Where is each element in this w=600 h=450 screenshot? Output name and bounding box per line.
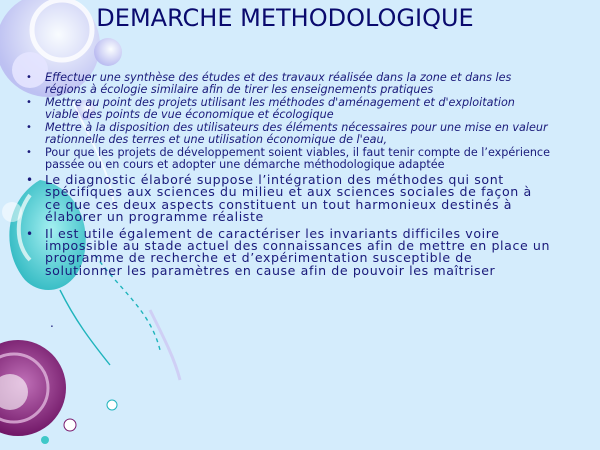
- bullet-item: [22, 225, 552, 278]
- bullet-dot: •: [26, 72, 32, 83]
- balloon-dot-3: [41, 436, 49, 444]
- bullet-item: [22, 147, 552, 170]
- bullet-text: Le diagnostic élaboré suppose l’intégration des méthodes qui sont spécifiques aux sciences du milieu et aux sciences sociales de façon à ce que ces deux aspects constituent un tout harmonieux destinés à élaborer un programme réaliste: [45, 172, 532, 225]
- bullet-dot: •: [26, 226, 34, 241]
- bullet-dot: •: [26, 97, 32, 108]
- bullet-text: Il est utile également de caractériser les invariants difficiles voire impossible au stade actuel des connaissances afin de mettre en place un programme de recherche et d’expérimentation susceptible de solutionner les paramètres en cause afin de pouvoir les maîtriser: [45, 225, 551, 278]
- bullet-text: Mettre à la disposition des utilisateurs des éléments nécessaires pour une mise en valeur rationnelle des terres et une utilisation économique de l'eau,: [45, 121, 548, 146]
- bullet-text: Effectuer une synthèse des études et des travaux réalisée dans la zone et dans les régions à écologie similaire afin de tirer les enseignements pratiques: [45, 71, 512, 96]
- bullet-item: [22, 122, 552, 145]
- balloon-dot-1: [64, 419, 76, 431]
- bullet-text: Mettre au point des projets utilisant les méthodes d'aménagement et d'exploitation viable des points de vue économique et écologique: [45, 96, 515, 121]
- trailing-mark: .: [50, 316, 54, 330]
- balloon-dot-2: [107, 400, 117, 410]
- bullet-text: Pour que les projets de développement soient viables, il faut tenir compte de l’expérience passée ou en cours et adopter une démarche méthodologique adaptée: [45, 146, 550, 171]
- bullet-item: [22, 72, 552, 95]
- bullet-item: [22, 97, 552, 120]
- bullet-dot: •: [26, 122, 32, 133]
- bullet-dot: •: [26, 173, 34, 187]
- balloon-purple: [0, 340, 66, 436]
- slide-title: DEMARCHE METHODOLOGIQUE: [96, 4, 474, 32]
- bullet-list: [22, 72, 552, 277]
- bullet-dot: •: [26, 147, 32, 158]
- balloon-small-1: [94, 38, 122, 66]
- bullet-item: [22, 174, 552, 224]
